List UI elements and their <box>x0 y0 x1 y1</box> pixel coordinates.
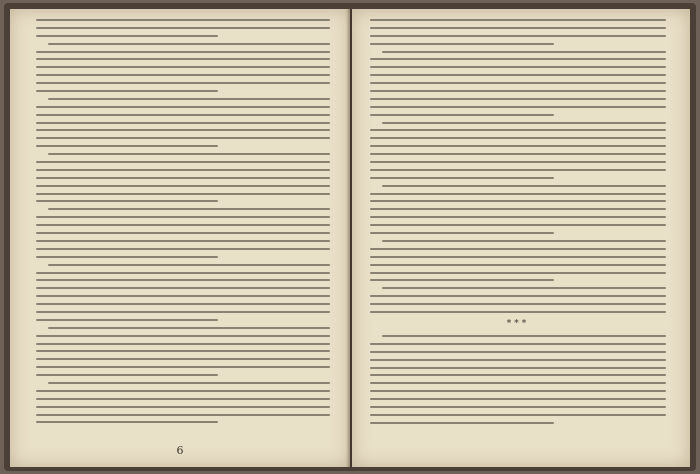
text-line <box>382 185 666 187</box>
section-separator: *** <box>506 318 530 329</box>
text-line <box>370 106 666 108</box>
text-line <box>36 19 330 21</box>
text-line <box>370 74 666 76</box>
text-line <box>370 279 554 281</box>
right-page-text-block <box>370 19 666 437</box>
text-line <box>370 374 666 376</box>
text-line <box>36 224 330 226</box>
text-line <box>36 279 330 281</box>
text-line <box>370 177 554 179</box>
text-line <box>370 422 554 424</box>
text-line <box>36 27 330 29</box>
text-line <box>48 98 330 100</box>
text-line <box>370 208 666 210</box>
text-line <box>36 311 330 313</box>
text-line <box>36 272 330 274</box>
text-line <box>36 335 330 337</box>
text-line <box>370 343 666 345</box>
text-line <box>370 200 666 202</box>
text-line <box>370 398 666 400</box>
text-line <box>48 264 330 266</box>
text-line <box>382 287 666 289</box>
text-line <box>370 390 666 392</box>
left-page <box>10 9 350 467</box>
text-line <box>382 122 666 124</box>
text-line <box>370 66 666 68</box>
text-line <box>370 272 666 274</box>
text-line <box>370 216 666 218</box>
text-line <box>36 248 330 250</box>
text-line <box>370 137 666 139</box>
text-line <box>48 208 330 210</box>
text-line <box>370 43 554 45</box>
text-line <box>36 366 330 368</box>
text-line <box>382 51 666 53</box>
text-line <box>36 177 330 179</box>
text-line <box>48 327 330 329</box>
text-line <box>36 82 330 84</box>
text-line <box>370 351 666 353</box>
text-line <box>370 90 666 92</box>
text-line <box>370 98 666 100</box>
text-line <box>36 145 218 147</box>
page-number: 6 <box>176 444 184 457</box>
text-line <box>36 35 218 37</box>
text-line <box>370 35 666 37</box>
text-line <box>36 287 330 289</box>
text-line <box>370 303 666 305</box>
text-line <box>36 319 218 321</box>
text-line <box>36 350 330 352</box>
text-line <box>370 359 666 361</box>
text-line <box>48 43 330 45</box>
text-line <box>36 66 330 68</box>
text-line <box>36 200 218 202</box>
text-line <box>370 414 666 416</box>
text-line <box>36 185 330 187</box>
text-line <box>36 106 330 108</box>
text-line <box>36 390 330 392</box>
text-line <box>370 58 666 60</box>
open-book-spread <box>4 3 696 471</box>
text-line <box>36 51 330 53</box>
text-line <box>36 406 330 408</box>
text-line <box>36 58 330 60</box>
text-line <box>370 145 666 147</box>
text-line <box>36 421 218 423</box>
text-line <box>36 374 218 376</box>
text-line <box>370 224 666 226</box>
text-line <box>36 303 330 305</box>
text-line <box>370 367 666 369</box>
text-line <box>36 114 330 116</box>
text-line <box>36 169 330 171</box>
text-line <box>370 114 554 116</box>
text-line <box>370 232 554 234</box>
text-line <box>36 137 330 139</box>
text-line <box>370 82 666 84</box>
text-line <box>370 193 666 195</box>
text-line <box>48 153 330 155</box>
text-line <box>36 90 218 92</box>
text-line <box>382 335 666 337</box>
text-line <box>370 256 666 258</box>
text-line <box>370 153 666 155</box>
text-line <box>370 248 666 250</box>
text-line <box>36 343 330 345</box>
text-line <box>36 240 330 242</box>
text-line <box>370 295 666 297</box>
text-line <box>36 232 330 234</box>
text-line <box>370 406 666 408</box>
text-line <box>48 382 330 384</box>
text-line <box>36 414 330 416</box>
text-line <box>370 382 666 384</box>
text-line <box>370 161 666 163</box>
text-line <box>36 129 330 131</box>
text-line <box>370 27 666 29</box>
text-line <box>370 169 666 171</box>
text-line <box>36 193 330 195</box>
text-line <box>370 129 666 131</box>
text-line <box>36 358 330 360</box>
text-line <box>36 74 330 76</box>
text-line <box>382 240 666 242</box>
text-line <box>36 216 330 218</box>
text-line <box>36 161 330 163</box>
text-line <box>36 398 330 400</box>
text-line <box>36 295 330 297</box>
text-line <box>370 264 666 266</box>
right-page <box>352 9 690 467</box>
text-line <box>370 311 666 313</box>
text-line <box>36 122 330 124</box>
text-line <box>370 19 666 21</box>
left-page-text-block <box>36 19 330 437</box>
text-line <box>36 256 218 258</box>
